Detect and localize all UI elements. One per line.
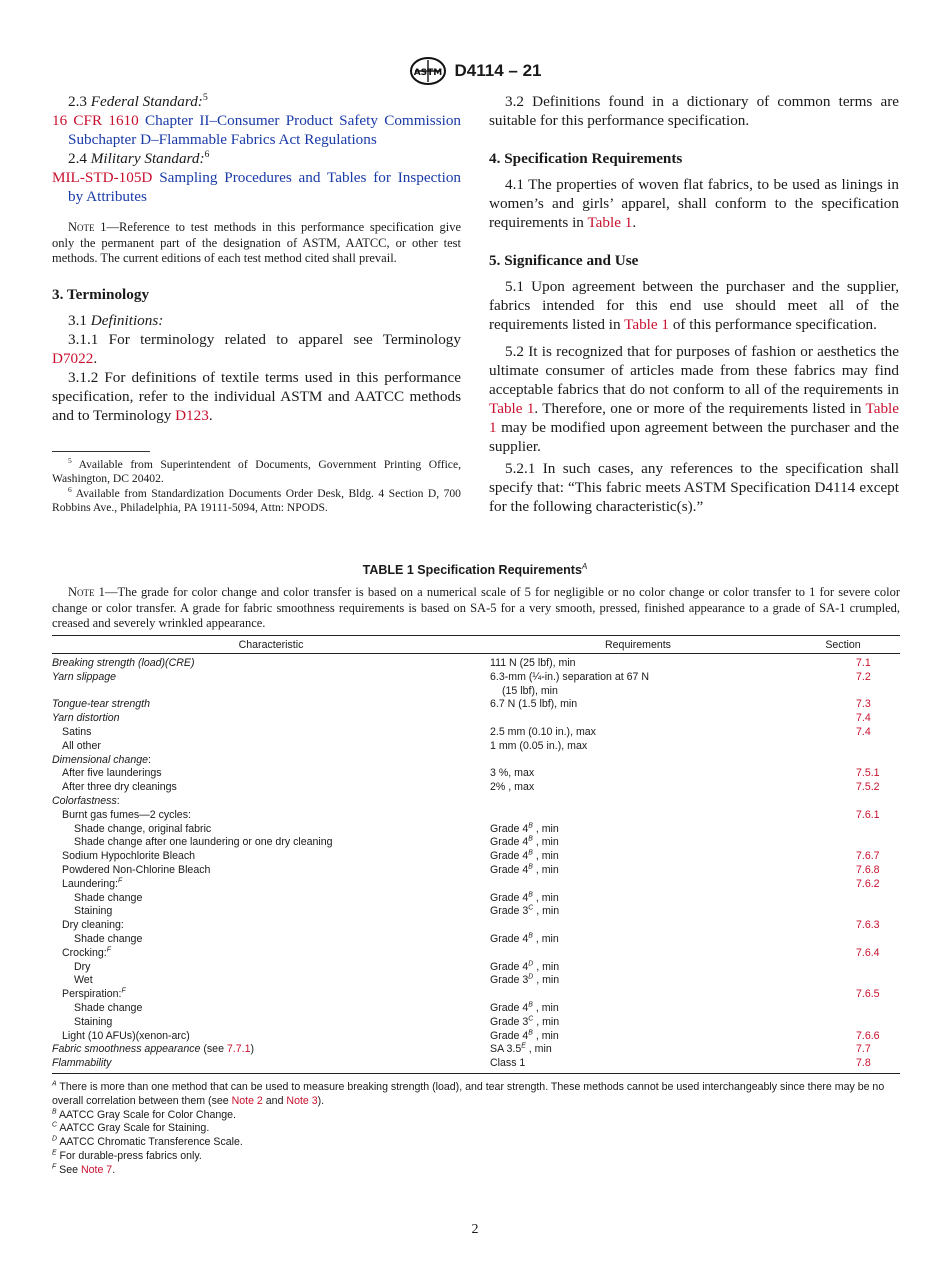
table-row — [52, 905, 900, 919]
astm-logo-icon — [409, 56, 447, 86]
link-section[interactable]: 7.6.8 — [856, 863, 880, 876]
cell-characteristic: Sodium Hypochlorite Bleach — [62, 850, 196, 863]
link-section[interactable]: 7.5.2 — [856, 781, 880, 794]
link-section[interactable]: 7.5.1 — [856, 767, 880, 780]
cell-section — [786, 781, 900, 795]
table-row — [52, 671, 900, 685]
cell-section — [786, 809, 900, 823]
table-row — [52, 988, 900, 1002]
page-number: 2 — [471, 1222, 479, 1237]
header-section: Section — [825, 638, 861, 651]
table-row — [52, 823, 900, 837]
link-note-7[interactable]: Note 7 — [80, 1163, 113, 1176]
svg-text:ASTM: ASTM — [413, 68, 442, 78]
table-row — [52, 754, 900, 768]
table-row — [52, 767, 900, 781]
table-row — [52, 961, 900, 975]
footnote-divider — [52, 451, 150, 452]
cell-characteristic: Light (10 AFUs)(xenon-arc) — [62, 1029, 190, 1042]
cell-characteristic: Powdered Non-Chlorine Bleach — [62, 863, 211, 876]
section-5-2: 5.2 It is recognized that for purposes of fashion or aesthetics the ultimate consumer of articles made from these fabrics may find acceptable fabrics that do not conform to all of the requirements in Table 1. Therefore, one or more of the requirements listed in Table 1 may be modified upon agreement between the purchaser and the supplier. — [489, 343, 899, 455]
link-section[interactable]: 7.6.3 — [856, 919, 880, 932]
cell-requirement: Grade $3^C$ , min — [490, 1015, 560, 1028]
table-row — [52, 878, 900, 892]
cell-characteristic: Shade change — [74, 932, 143, 945]
table-row — [52, 1016, 900, 1030]
cell-requirement — [490, 919, 786, 933]
table-row — [52, 698, 900, 712]
link-note-3[interactable]: Note 3 — [286, 1094, 318, 1107]
table-row — [52, 781, 900, 795]
cell-requirement: Grade $4^B$ , min — [490, 1028, 559, 1042]
table-row — [52, 1057, 900, 1071]
table-row — [52, 892, 900, 906]
cell-characteristic: Shade change — [74, 891, 143, 904]
link-section[interactable]: 7.3 — [856, 698, 871, 711]
link-section[interactable]: 7.6.2 — [856, 877, 880, 890]
table-footnote-c: $^C$ AATCC Gray Scale for Staining. — [52, 1121, 210, 1135]
cell-section — [786, 767, 900, 781]
link-table-1[interactable]: Table 1 — [489, 400, 535, 417]
table-row — [52, 809, 900, 823]
table-row — [52, 740, 900, 754]
cell-requirement: 2% , max — [490, 781, 535, 794]
cell-section — [786, 1043, 900, 1057]
table-header — [52, 635, 900, 654]
cell-section — [786, 919, 900, 933]
table-footnote-e: $^E$ For durable-press fabrics only. — [52, 1149, 202, 1162]
cell-requirement — [490, 754, 786, 768]
cell-section — [786, 850, 900, 864]
header-characteristic: Characteristic — [238, 638, 304, 651]
table-body — [52, 654, 900, 1074]
cell-section — [786, 988, 900, 1002]
cell-characteristic: Staining — [74, 905, 113, 918]
cell-requirement: Grade $4^B$ , min — [490, 835, 559, 849]
section-5-2-1: 5.2.1 In such cases, any references to the specification shall specify that: “This fabric meets ASTM Specification D4114 except for the following characteristic(s).” — [489, 460, 899, 515]
cell-requirement: Grade $3^C$ , min — [490, 904, 560, 918]
table-row — [52, 864, 900, 878]
cell-characteristic: Tongue-tear strength — [52, 698, 150, 711]
cell-requirement: 6.7 N (1.5 lbf), min — [490, 698, 578, 711]
table-row — [52, 947, 900, 961]
cell-requirement: SA $3.5^E$ , min — [490, 1042, 552, 1056]
note-1: Note 1—Reference to test methods in this performance specification give only the permanent part of the designation of ASTM, AATCC, or other test methods. The current editions of each test method cited shall prevail. — [52, 220, 461, 265]
link-d7022[interactable]: D7022 — [52, 349, 94, 367]
cell-characteristic: Dimensional change: — [52, 753, 151, 766]
cell-section — [786, 933, 900, 947]
right-column — [489, 92, 899, 516]
cell-section — [786, 712, 900, 726]
cell-characteristic: Flammability — [52, 1057, 112, 1070]
link-section[interactable]: 7.4 — [856, 725, 871, 738]
cell-requirement: (15 lbf), min — [502, 684, 558, 697]
section-3-1-1: 3.1.1 For terminology related to apparel see Terminology D7022. — [52, 330, 461, 367]
cell-characteristic: Shade change after one laundering or one dry cleaning — [74, 836, 333, 849]
link-section[interactable]: 7.6.1 — [856, 808, 880, 821]
cell-requirement: 3 %, max — [490, 767, 535, 780]
cell-section — [786, 1016, 900, 1030]
cell-section — [786, 905, 900, 919]
table-title: TABLE 1 Specification Requirements$^A$ — [362, 561, 588, 577]
link-table-1[interactable]: Table 1 — [489, 400, 899, 436]
cell-requirement — [490, 878, 786, 892]
cell-section — [786, 740, 900, 754]
cell-section — [786, 1030, 900, 1044]
cell-section — [786, 823, 900, 837]
cell-requirement — [490, 988, 786, 1002]
link-section[interactable]: 7.2 — [856, 670, 871, 683]
cell-requirement — [490, 947, 786, 961]
link-d123[interactable]: D123 — [175, 406, 209, 424]
cell-section — [786, 1002, 900, 1016]
cell-characteristic: Yarn distortion — [52, 712, 120, 725]
cell-requirement: 2.5 mm (0.10 in.), max — [490, 725, 596, 738]
heading-significance-and-use: 5. Significance and Use — [489, 252, 639, 269]
cell-requirement — [490, 712, 786, 726]
cell-characteristic: After three dry cleanings — [62, 781, 177, 794]
cell-section — [786, 698, 900, 712]
section-3-1-2: 3.1.2 For definitions of textile terms used in this performance specification, refer to the individual ASTM and AATCC methods and to Terminology D123. — [52, 368, 461, 424]
cell-requirement: Grade $3^D$ , min — [490, 973, 560, 987]
page-header — [0, 56, 950, 86]
cell-requirement — [490, 795, 786, 809]
section-2-3: 2.3 Federal Standard:$^5$ — [68, 91, 208, 110]
cell-characteristic: All other — [62, 739, 101, 752]
section-3-2: 3.2 Definitions found in a dictionary of common terms are suitable for this performance specification. — [489, 93, 899, 129]
footnote-5: $^5$ Available from Superintendent of Documents, Government Printing Office, Washington, DC 20402. — [52, 455, 461, 485]
ref-milstd105d: MIL-STD-105D Sampling Procedures and Tables for Inspection by Attributes — [52, 169, 462, 205]
table-row — [52, 712, 900, 726]
cell-requirement: Grade $4^B$ , min — [490, 822, 559, 835]
cell-requirement: Grade $4^B$ , min — [490, 891, 559, 904]
cell-requirement: 6.3-mm (¼-in.) separation at 67 N — [490, 670, 649, 683]
link-section[interactable]: 7.6.7 — [856, 850, 880, 863]
table-row — [52, 1030, 900, 1044]
table-footnote-f: $^F$ See Note 7. — [52, 1163, 116, 1176]
heading-terminology: 3. Terminology — [52, 285, 150, 303]
cell-characteristic: Wet — [74, 974, 93, 987]
cell-requirement: 111 N (25 lbf), min — [490, 657, 576, 669]
cell-section — [786, 1057, 900, 1071]
specification-table — [52, 635, 900, 1074]
cell-characteristic: Laundering:$^F$ — [62, 877, 123, 890]
link-section[interactable]: 7.1 — [856, 657, 871, 669]
cell-characteristic: Breaking strength (load)(CRE) — [52, 657, 195, 669]
cell-section — [786, 754, 900, 768]
cell-requirement: Grade $4^B$ , min — [490, 863, 559, 876]
cell-section — [786, 836, 900, 850]
cell-requirement: Grade $4^B$ , min — [490, 849, 559, 863]
cell-section — [786, 795, 900, 809]
cell-section — [786, 671, 900, 685]
link-table-1[interactable]: Table 1 — [587, 214, 633, 231]
cell-requirement: Grade $4^B$ , min — [490, 932, 559, 945]
cell-characteristic: Shade change, original fabric — [74, 822, 212, 835]
cell-requirement — [490, 809, 786, 823]
cell-section — [786, 657, 900, 671]
cell-characteristic: Colorfastness: — [52, 794, 120, 807]
table-row — [52, 795, 900, 809]
link-16cfr1610[interactable]: 16 CFR 1610 — [52, 112, 139, 129]
table-row — [52, 836, 900, 850]
document-designation: D4114 – 21 — [454, 61, 542, 80]
cell-section — [786, 947, 900, 961]
section-5-1: 5.1 Upon agreement between the purchaser and the supplier, fabrics intended for this end use should meet all of the requirements listed in Table 1 of this performance specification. — [489, 278, 899, 333]
footnote-6: $^6$ Available from Standardization Documents Order Desk, Bldg. 4 Section D, 700 Robbins Ave., Philadelphia, PA 19111-5094, Attn: NPODS. — [52, 484, 461, 514]
link-section[interactable]: 7.6.6 — [856, 1029, 880, 1042]
cell-characteristic: After five launderings — [62, 767, 162, 780]
table-footnote-b: $^B$ AATCC Gray Scale for Color Change. — [52, 1108, 236, 1121]
cell-characteristic: Shade change — [74, 1001, 143, 1014]
cell-section — [786, 864, 900, 878]
table-row — [52, 657, 900, 671]
table-row — [52, 919, 900, 933]
table-row — [52, 974, 900, 988]
table-footnote-a: $^A$ There is more than one method that can be used to measure breaking strength (load), and tear strength. These methods cannot be used interchangeably since there may be no overall correlation between them (see Note 2 and Note 3). — [52, 1080, 885, 1107]
link-section[interactable]: 7.4 — [856, 712, 871, 725]
cell-characteristic: Yarn slippage — [52, 670, 116, 683]
ref-16cfr1610: 16 CFR 1610 Chapter II–Consumer Product Safety Commission Subchapter D–Flammable Fabrics Act Regulations — [52, 112, 462, 148]
cell-section — [786, 726, 900, 740]
link-section[interactable]: 7.8 — [856, 1057, 871, 1070]
cell-requirement: 1 mm (0.05 in.), max — [490, 739, 588, 752]
section-2-4: 2.4 Military Standard:$^6$ — [68, 148, 210, 167]
table-row — [52, 850, 900, 864]
cell-characteristic: Perspiration:$^F$ — [62, 987, 126, 1001]
cell-characteristic: Fabric smoothness appearance (see 7.7.1) — [52, 1043, 254, 1056]
link-milstd105d[interactable]: MIL-STD-105D — [52, 169, 153, 186]
cell-section — [786, 892, 900, 906]
section-4-1: 4.1 The properties of woven flat fabrics, to be used as linings in women’s and girls’ apparel, shall conform to the specification requirements in Table 1. — [489, 176, 899, 231]
section-3-1: 3.1 Definitions: — [68, 311, 164, 329]
table-footnote-d: $^D$ AATCC Chromatic Transference Scale. — [52, 1135, 243, 1149]
table-row — [52, 933, 900, 947]
cell-characteristic: Crocking:$^F$ — [62, 946, 111, 959]
link-section[interactable]: 7.6.5 — [856, 988, 880, 1001]
cell-characteristic: Dry cleaning: — [62, 919, 124, 932]
cell-characteristic: Dry — [74, 960, 91, 973]
link-section[interactable]: 7.6.4 — [856, 946, 880, 959]
table-row — [52, 1043, 900, 1057]
table-footnotes — [52, 1081, 900, 1178]
link-note-2[interactable]: Note 2 — [231, 1094, 263, 1107]
cell-characteristic: Satins — [62, 725, 92, 738]
table-row — [52, 726, 900, 740]
heading-specification-requirements: 4. Specification Requirements — [489, 150, 683, 167]
table-row-continuation — [52, 685, 900, 699]
cell-section — [786, 878, 900, 892]
link-table-1[interactable]: Table 1 — [624, 316, 670, 333]
cell-characteristic: Staining — [74, 1015, 113, 1028]
cell-section — [786, 974, 900, 988]
left-column — [52, 92, 461, 516]
cell-requirement: Grade $4^B$ , min — [490, 1001, 559, 1014]
cell-section — [786, 961, 900, 975]
cell-requirement: Grade $4^D$ , min — [490, 960, 560, 973]
cell-characteristic: Burnt gas fumes—2 cycles: — [62, 808, 191, 821]
table-note-1: Note 1—The grade for color change and color transfer is based on a numerical scale of 5 for negligible or no color change or color transfer to 1 for severe color change or color transfer. A grade for fabric smoothness requirements is based on SA-5 for a very smooth, pressed, finished appearance to a grade of SA-1 crumpled, creased and severely wrinkled appearance. — [52, 585, 900, 630]
cell-requirement: Class 1 — [490, 1057, 526, 1070]
header-requirements: Requirements — [605, 638, 671, 651]
link-section[interactable]: 7.7 — [856, 1043, 871, 1056]
link-section-7-7-1[interactable]: 7.7.1 — [226, 1043, 251, 1056]
table-row — [52, 1002, 900, 1016]
